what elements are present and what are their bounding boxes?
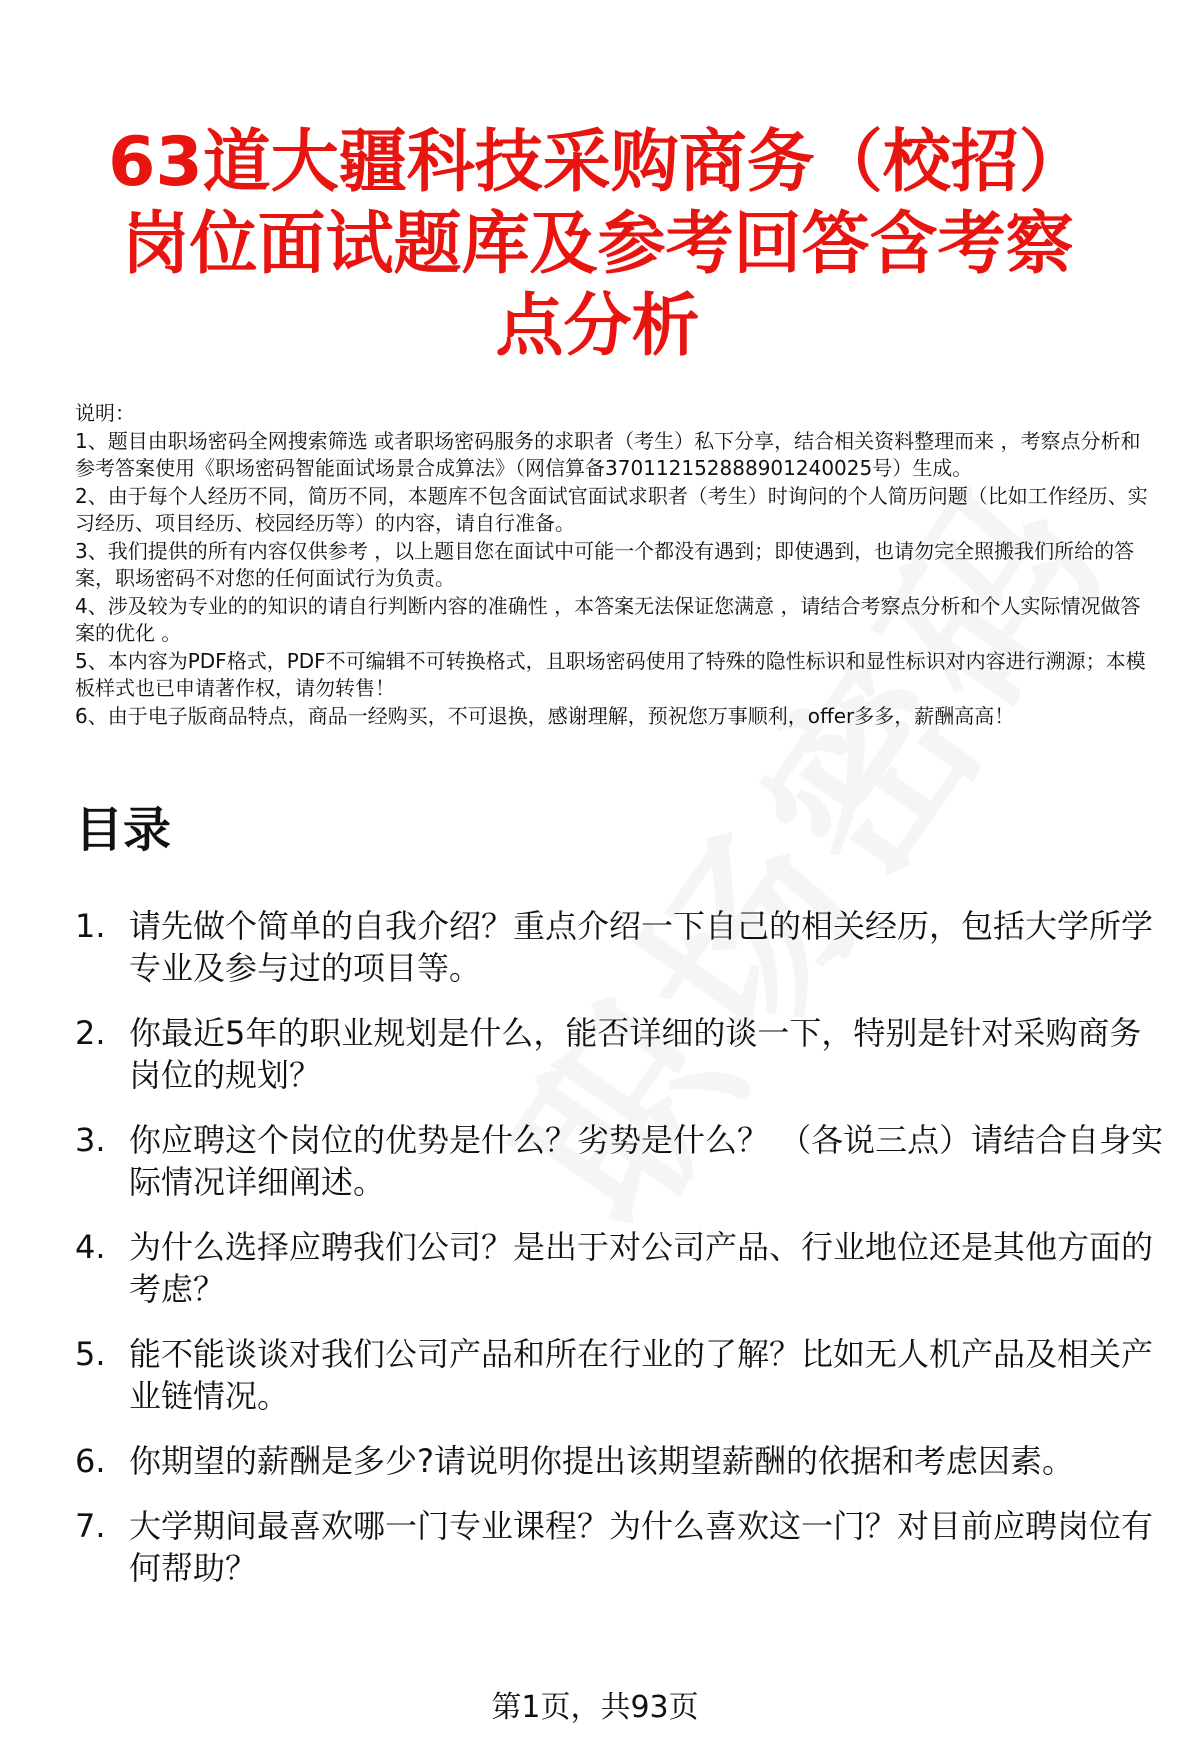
toc-heading: 目录 <box>75 802 172 858</box>
toc-item-text: 你期望的薪酬是多少?请说明你提出该期望薪酬的依据和考虑因素。 <box>129 1442 1074 1480</box>
note-item: 3、我们提供的所有内容仅供参考 ，以上题目您在面试中可能一个都没有遇到；即使遇到，也请勿完全照搬我们所给的答案，职场密码不对您的任何面试行为负责。 <box>75 538 1135 590</box>
toc-item-number: 7. <box>75 1507 106 1545</box>
note-item: 4、涉及较为专业的的知识的请自行判断内容的准确性 ，本答案无法保证您满意 ，请结合考察点分析和个人实际情况做答案的优化 。 <box>75 593 1141 645</box>
toc-item-text: 大学期间最喜欢哪一门专业课程？为什么喜欢这一门？对目前应聘岗位有何帮助？ <box>129 1507 1154 1587</box>
toc-item[interactable] <box>75 905 1165 989</box>
toc-item[interactable] <box>75 1012 1165 1096</box>
page-footer: 第1页，共93页 <box>491 1690 699 1725</box>
notes-heading: 说明： <box>75 401 135 425</box>
toc-item[interactable] <box>75 1505 1165 1589</box>
toc-list <box>75 905 1165 1612</box>
notes-section <box>75 400 1160 730</box>
toc-item-text: 你应聘这个岗位的优势是什么？劣势是什么？ （各说三点）请结合自身实际情况详细阐述。 <box>129 1121 1164 1201</box>
toc-item-number: 1. <box>75 907 106 945</box>
note-item: 6、由于电子版商品特点，商品一经购买，不可退换，感谢理解，预祝您万事顺利，offer多多，薪酬高高！ <box>75 703 1015 728</box>
toc-item-number: 6. <box>75 1442 106 1480</box>
toc-item-number: 4. <box>75 1228 106 1266</box>
toc-item[interactable] <box>75 1440 1165 1482</box>
toc-item-text: 为什么选择应聘我们公司？是出于对公司产品、行业地位还是其他方面的考虑？ <box>129 1228 1154 1308</box>
note-item: 1、题目由职场密码全网搜索筛选 或者职场密码服务的求职者（考生）私下分享，结合相关资料整理而来 ，考察点分析和参考答案使用《职场密码智能面试场景合成算法》（网信算备370112152888901240025号）生成。 <box>75 428 1141 480</box>
document-title: 63道大疆科技采购商务（校招）岗位面试题库及参考回答含考察点分析 <box>108 123 1087 366</box>
toc-item-text: 你最近5年的职业规划是什么，能否详细的谈一下，特别是针对采购商务岗位的规划？ <box>129 1014 1142 1094</box>
toc-item-number: 5. <box>75 1335 106 1373</box>
toc-item-number: 2. <box>75 1014 106 1052</box>
toc-item[interactable] <box>75 1333 1165 1417</box>
toc-item-number: 3. <box>75 1121 106 1159</box>
toc-item[interactable] <box>75 1119 1165 1203</box>
toc-item[interactable] <box>75 1226 1165 1310</box>
note-item: 5、本内容为PDF格式，PDF不可编辑不可转换格式，且职场密码使用了特殊的隐性标识和显性标识对内容进行溯源；本模板样式也已申请著作权，请勿转售！ <box>75 648 1146 700</box>
toc-item-text: 请先做个简单的自我介绍？重点介绍一下自己的相关经历，包括大学所学专业及参与过的项目等。 <box>129 907 1154 987</box>
toc-item-text: 能不能谈谈对我们公司产品和所在行业的了解？比如无人机产品及相关产业链情况。 <box>129 1335 1154 1415</box>
note-item: 2、由于每个人经历不同，简历不同，本题库不包含面试官面试求职者（考生）时询问的个人简历问题（比如工作经历、实习经历、项目经历、校园经历等）的内容，请自行准备。 <box>75 483 1148 535</box>
